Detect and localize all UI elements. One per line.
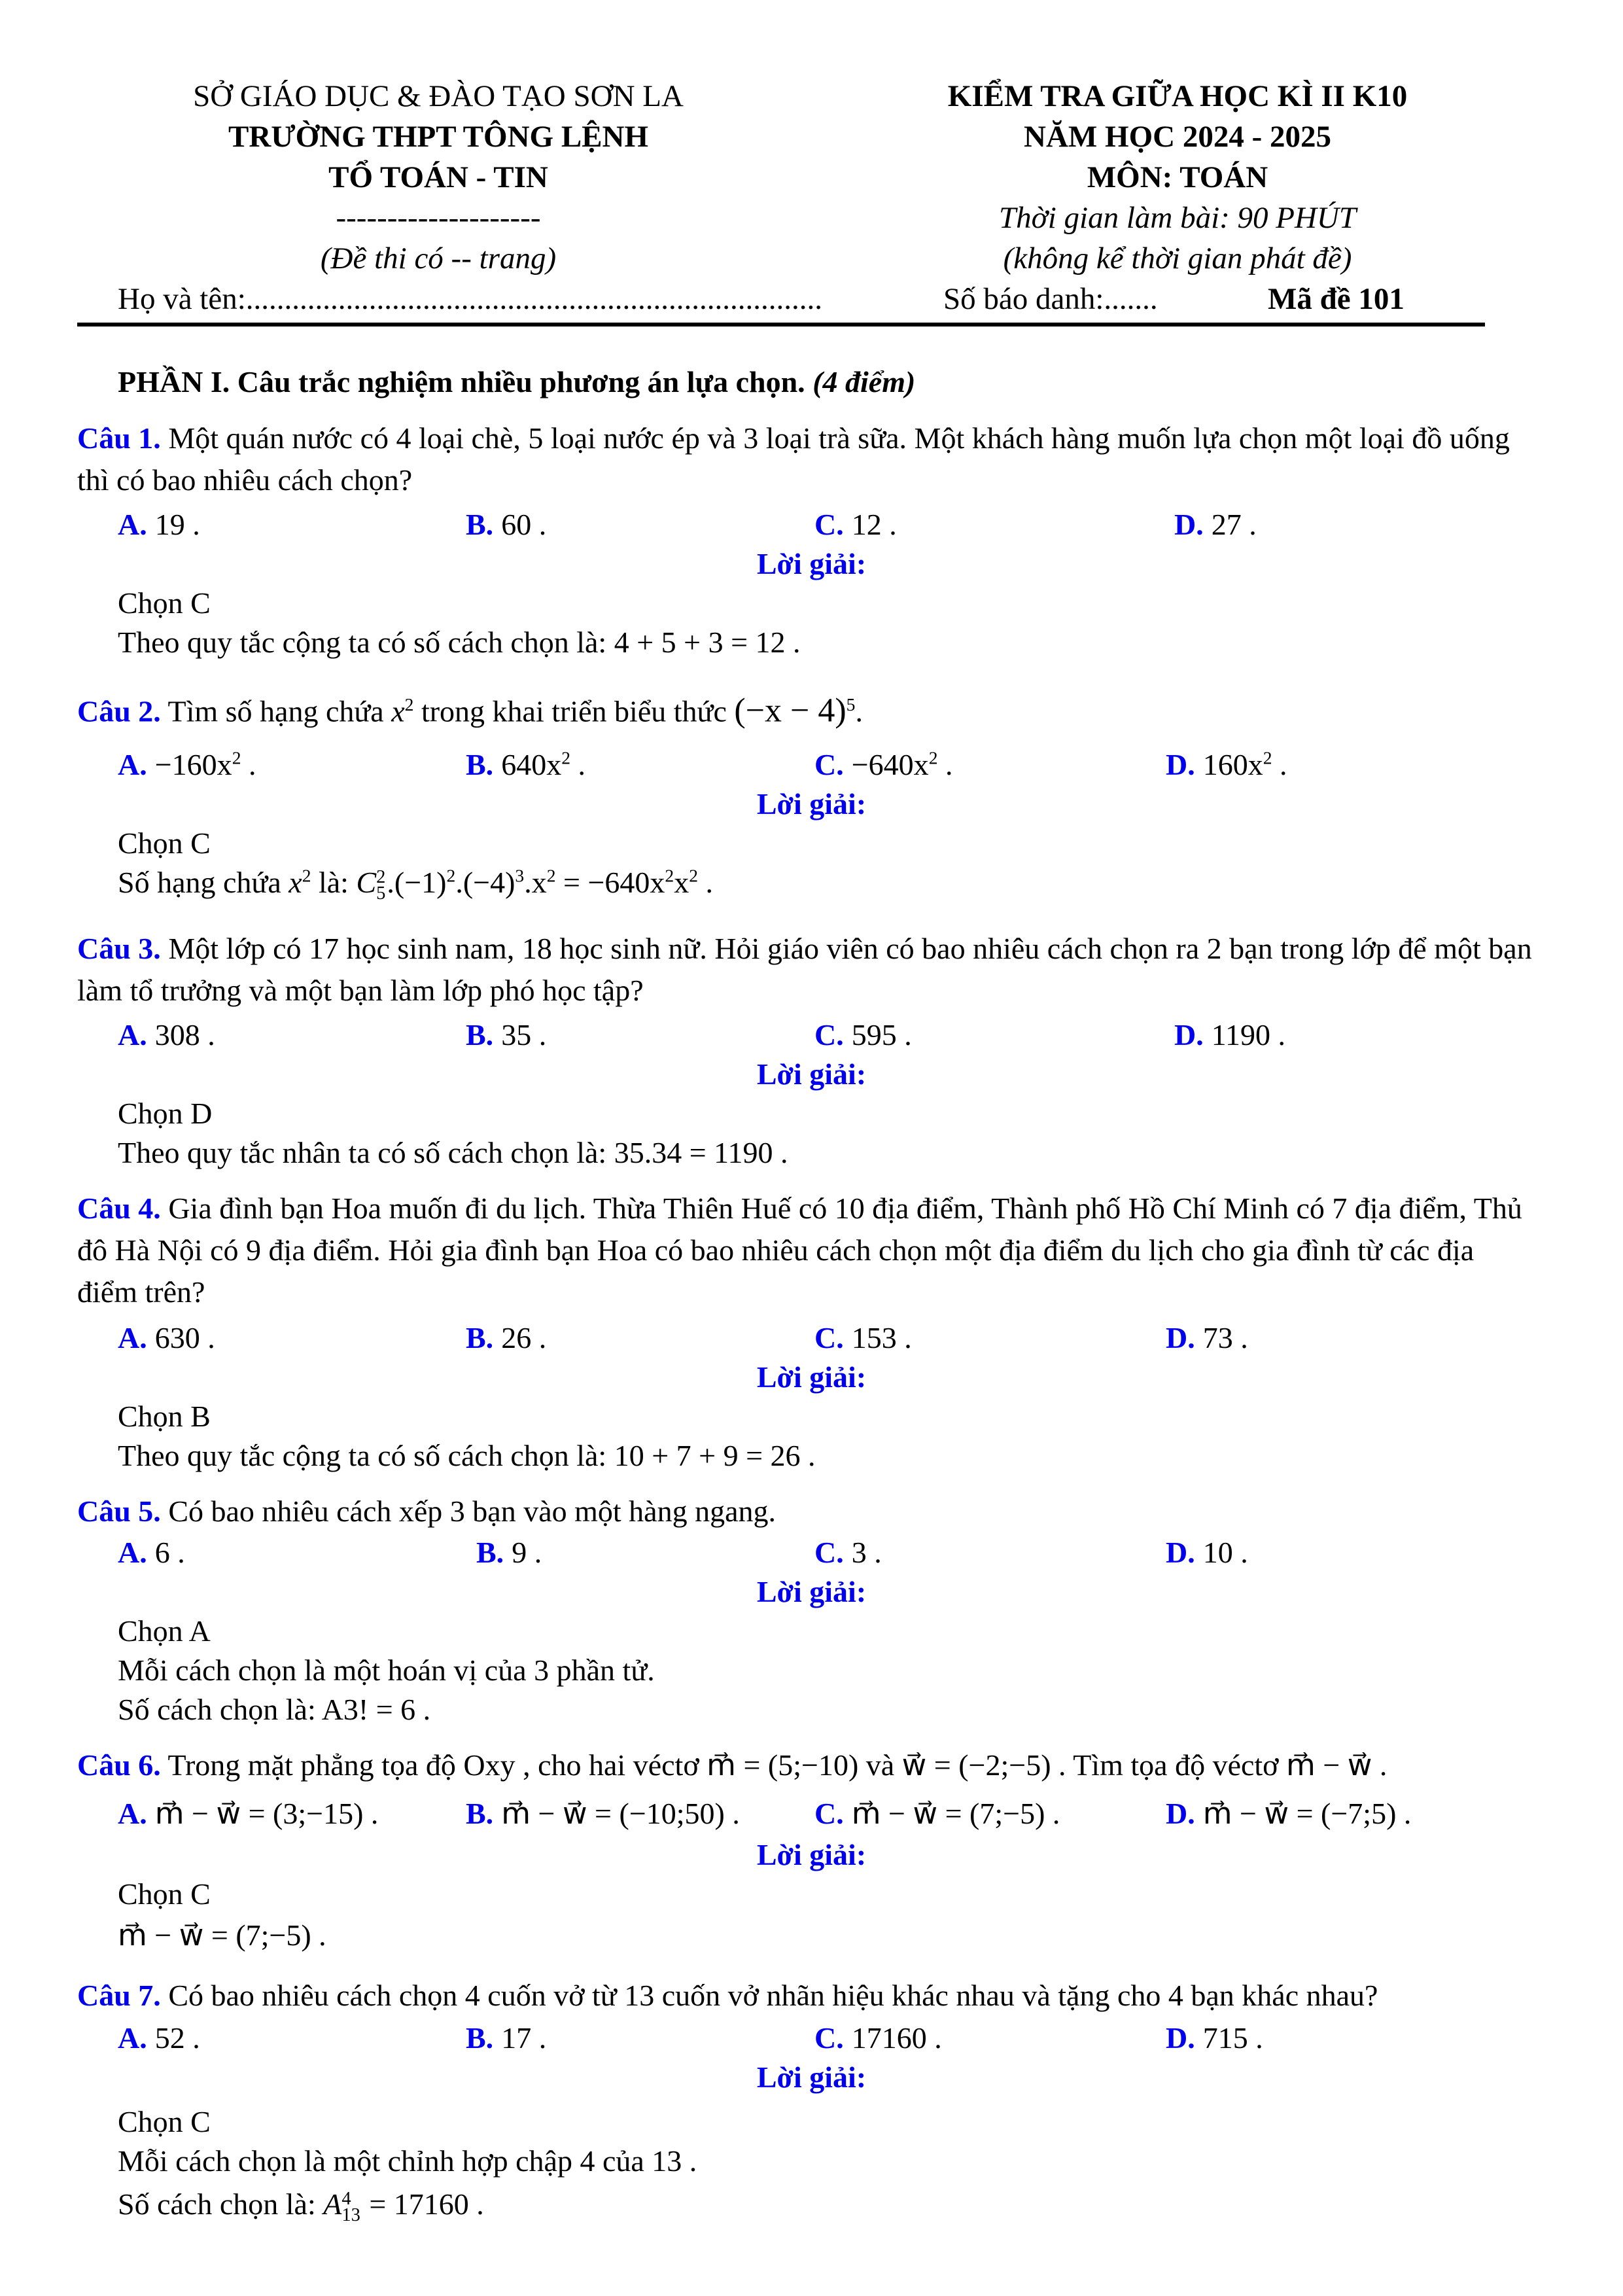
option-d: D. $160x^2$ .	[1166, 747, 1287, 781]
answer-explanation: Theo quy tắc cộng ta có số cách chọn là: 4 + 5 + 3 = 12 .	[118, 626, 801, 659]
option-a: A. 19 .	[118, 508, 200, 541]
part-title	[118, 365, 915, 400]
exam-title: KIỂM TRA GIỮA HỌC KÌ II K10	[947, 79, 1408, 113]
solution-label: Lời giải:	[756, 1575, 867, 1608]
subject: MÔN: TOÁN	[1087, 160, 1268, 194]
question-label: Câu 2.	[77, 694, 161, 728]
question-4	[77, 1188, 1541, 1313]
question-label: Câu 1.	[77, 421, 161, 455]
time-note: (không kể thời gian phát đề)	[1003, 241, 1352, 275]
option-c: C. 17160 .	[814, 2021, 942, 2055]
department-name: SỞ GIÁO DỤC & ĐÀO TẠO SƠN LA	[193, 79, 684, 113]
question-2: Câu 2. Tìm số hạng chứa $x^2$ trong khai triển biểu thức $(-x - 4)^5$.	[77, 692, 863, 730]
option-b: B. 17 .	[466, 2021, 547, 2055]
group-name: TỔ TOÁN - TIN	[328, 160, 548, 194]
answer-explanation-2: Số cách chọn là: A3! = 6 .	[118, 1693, 431, 1726]
question-text: Có bao nhiêu cách xếp 3 bạn vào một hàng ngang.	[168, 1494, 777, 1528]
answer-explanation: Theo quy tắc cộng ta có số cách chọn là: 10 + 7 + 9 = 26 .	[118, 1439, 816, 1472]
solution-label: Lời giải:	[756, 1057, 867, 1091]
option-b: B. 26 .	[466, 1321, 547, 1354]
answer-choice: Chọn A	[118, 1614, 211, 1648]
page-count-note: (Đề thi có -- trang)	[320, 241, 557, 275]
school-year: NĂM HỌC 2024 - 2025	[1024, 120, 1331, 154]
option-c: C. 3 .	[814, 1536, 882, 1569]
option-b: B. $640x^2$ .	[466, 747, 585, 781]
option-a: A. 630 .	[118, 1321, 215, 1354]
answer-choice: Chọn C	[118, 2105, 211, 2138]
answer-choice: Chọn C	[118, 1877, 211, 1911]
header-divider	[77, 323, 1485, 327]
part-points: (4 điểm)	[812, 365, 916, 398]
option-b: B. 60 .	[466, 508, 547, 541]
option-c: C. 12 .	[814, 508, 897, 541]
question-5	[77, 1491, 1541, 1532]
option-d: D. 73 .	[1166, 1321, 1248, 1354]
option-d: D. 1190 .	[1174, 1018, 1286, 1051]
option-c: C. 595 .	[814, 1018, 912, 1051]
option-d: D. 27 .	[1174, 508, 1257, 541]
answer-explanation: Mỗi cách chọn là một hoán vị của 3 phần tử.	[118, 1653, 655, 1687]
question-label: Câu 6.	[77, 1748, 161, 1782]
question-3	[77, 928, 1541, 1012]
solution-label: Lời giải:	[756, 1838, 867, 1871]
question-text: Có bao nhiêu cách chọn 4 cuốn vở từ 13 cuốn vở nhãn hiệu khác nhau và tặng cho 4 bạn khác nhau?	[168, 1979, 1378, 2012]
question-text: Gia đình bạn Hoa muốn đi du lịch. Thừa Thiên Huế có 10 địa điểm, Thành phố Hồ Chí Minh có 7 địa điểm, Thủ đô Hà Nội có 9 địa điểm. Hỏi gia đình bạn Hoa có bao nhiêu cách chọn một địa điểm du lịch cho gia đình từ các địa điểm trên?	[77, 1192, 1522, 1309]
exam-code: Mã đề 101	[1268, 282, 1405, 316]
answer-explanation-2: Số cách chọn là: A 4 13 = 17160 .	[118, 2187, 484, 2226]
part-title-text: PHẦN I. Câu trắc nghiệm nhiều phương án lựa chọn.	[118, 365, 805, 398]
answer-explanation: m⃗ − w⃗ = (7;−5) .	[118, 1918, 326, 1952]
question-6	[77, 1744, 1541, 1786]
header-dashes: --------------------	[336, 201, 541, 235]
question-1	[77, 417, 1541, 501]
question-label: Câu 5.	[77, 1494, 161, 1528]
question-label: Câu 3.	[77, 932, 161, 965]
question-text: Một quán nước có 4 loại chè, 5 loại nước ép và 3 loại trà sữa. Một khách hàng muốn lựa chọn một loại đồ uống thì có bao nhiêu cách chọn?	[77, 421, 1510, 497]
name-field: Họ và tên:...........................................................................	[118, 282, 823, 316]
question-label: Câu 7.	[77, 1979, 161, 2012]
solution-label: Lời giải:	[756, 1360, 867, 1394]
answer-choice: Chọn D	[118, 1097, 213, 1130]
question-text: Một lớp có 17 học sinh nam, 18 học sinh nữ. Hỏi giáo viên có bao nhiêu cách chọn ra 2 bạn trong lớp để một bạn làm tổ trưởng và một bạn làm lớp phó học tập?	[77, 932, 1532, 1007]
option-a: A. 6 .	[118, 1536, 185, 1569]
question-7	[77, 1975, 1541, 2017]
answer-explanation: Số hạng chứa $x^2$ là: C 2 5 $.(-1)^2.(-4)^3.x^2 = -640x^2x^2$ .	[118, 865, 713, 904]
option-b: B. 35 .	[466, 1018, 547, 1051]
option-d: D. 10 .	[1166, 1536, 1248, 1569]
time-limit: Thời gian làm bài: 90 PHÚT	[998, 201, 1357, 235]
solution-label: Lời giải:	[756, 787, 867, 821]
option-c: C. m⃗ − w⃗ = (7;−5) .	[814, 1797, 1060, 1830]
option-a: A. $-160x^2$ .	[118, 747, 256, 781]
option-c: C. 153 .	[814, 1321, 912, 1354]
option-b: B. m⃗ − w⃗ = (−10;50) .	[466, 1797, 740, 1830]
option-a: A. 308 .	[118, 1018, 215, 1051]
student-id-field: Số báo danh:.......	[943, 282, 1158, 316]
solution-label: Lời giải:	[756, 547, 867, 580]
option-a: A. m⃗ − w⃗ = (3;−15) .	[118, 1797, 379, 1830]
answer-choice: Chọn B	[118, 1400, 211, 1433]
answer-choice: Chọn C	[118, 586, 211, 620]
school-name: TRƯỜNG THPT TÔNG LỆNH	[228, 120, 649, 154]
option-c: C. $-640x^2$ .	[814, 747, 953, 781]
solution-label: Lời giải:	[756, 2060, 867, 2094]
answer-choice: Chọn C	[118, 826, 211, 860]
option-d: D. 715 .	[1166, 2021, 1263, 2055]
option-a: A. 52 .	[118, 2021, 200, 2055]
answer-explanation: Theo quy tắc nhân ta có số cách chọn là: 35.34 = 1190 .	[118, 1136, 788, 1169]
question-text: Trong mặt phẳng tọa độ Oxy , cho hai véctơ m⃗ = (5;−10) và w⃗ = (−2;−5) . Tìm tọa độ véctơ m⃗ − w⃗ .	[167, 1748, 1387, 1782]
question-label: Câu 4.	[77, 1192, 161, 1225]
answer-explanation: Mỗi cách chọn là một chỉnh hợp chập 4 của 13 .	[118, 2144, 697, 2178]
option-d: D. m⃗ − w⃗ = (−7;5) .	[1166, 1797, 1412, 1830]
option-b: B. 9 .	[476, 1536, 542, 1569]
